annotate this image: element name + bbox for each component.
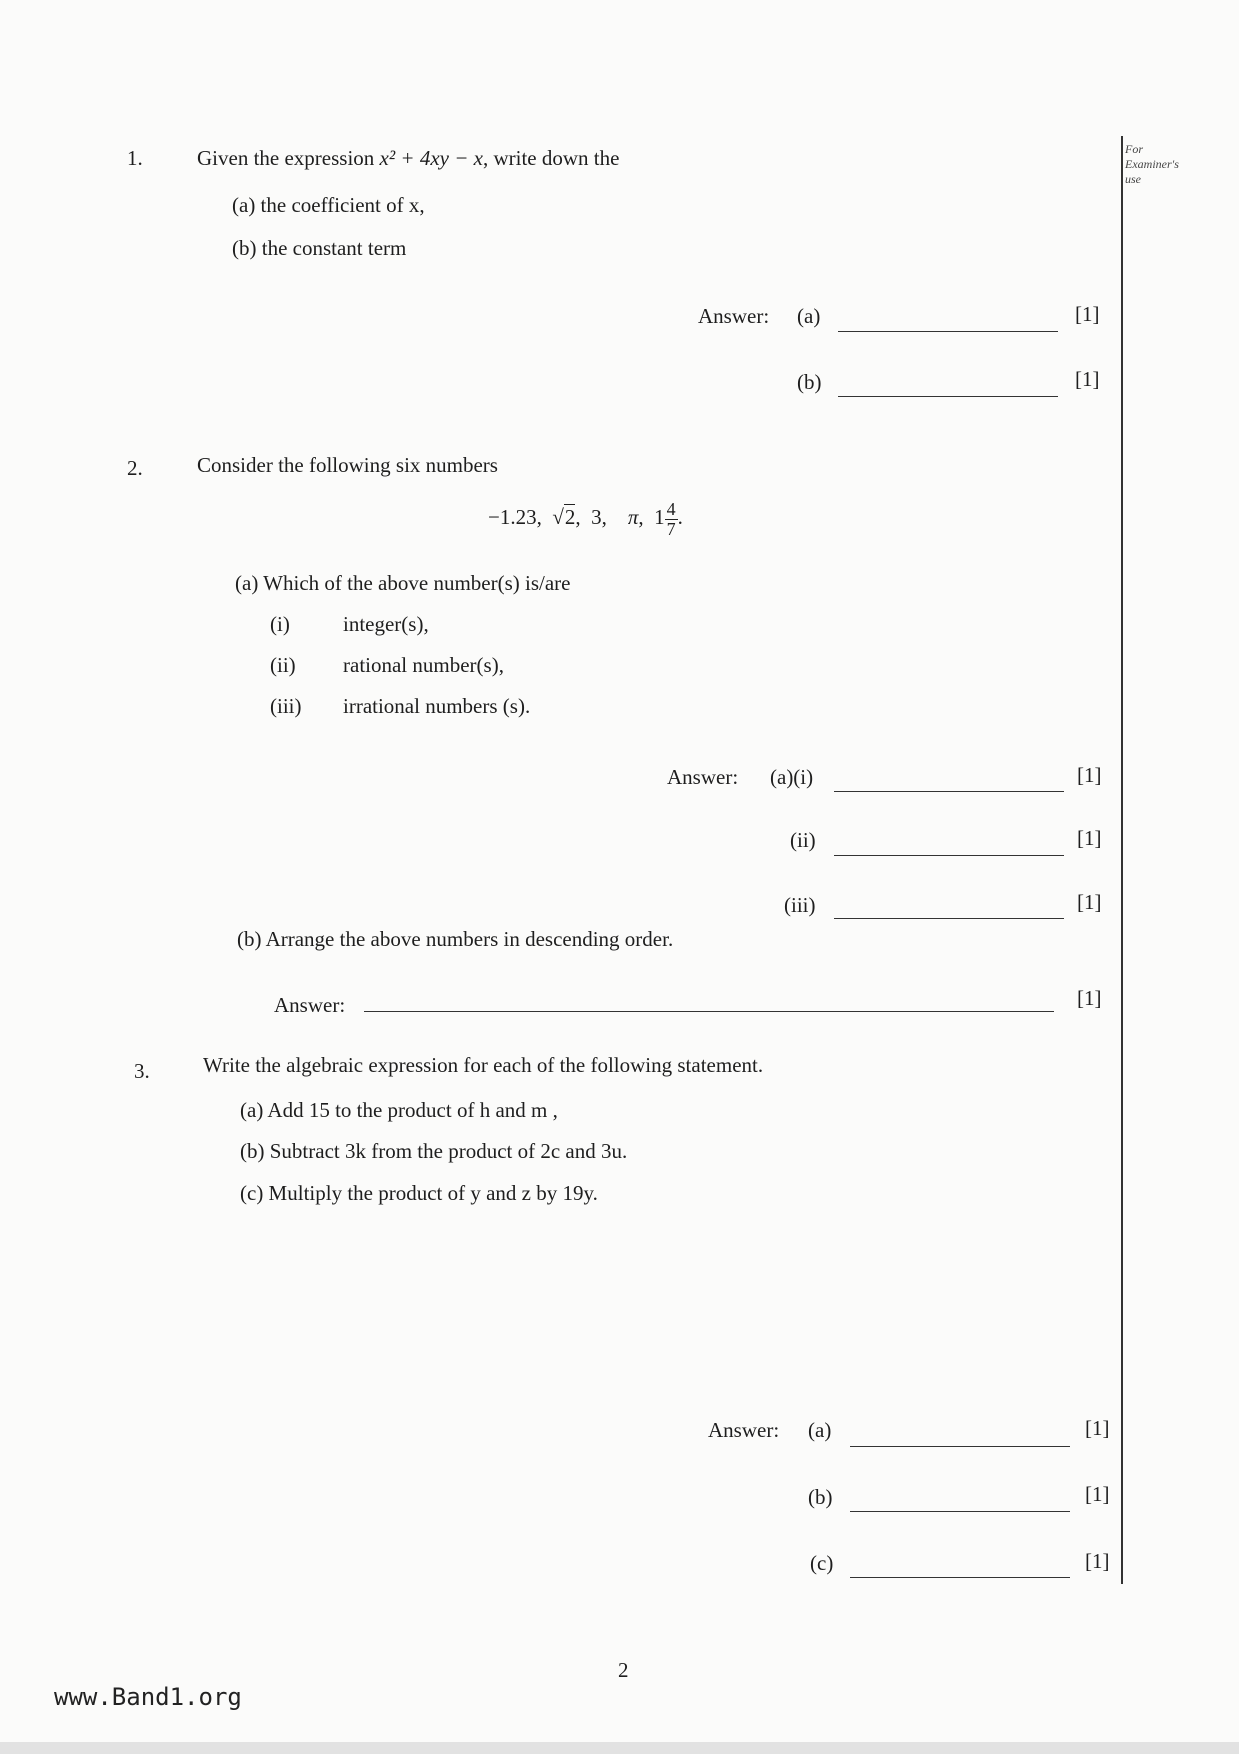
question-1-answer-a-field[interactable] <box>838 331 1058 332</box>
question-1-stem: Given the expression x² + 4xy − x, write down the <box>197 146 620 170</box>
footer-url: www.Band1.org <box>54 1683 242 1711</box>
question-3-part-c: (c) Multiply the product of y and z by 19y. <box>240 1181 598 1205</box>
question-2-answer-ai-field[interactable] <box>834 791 1064 792</box>
question-2-answer-aii-field[interactable] <box>834 855 1064 856</box>
question-3-part-a: (a) Add 15 to the product of h and m , <box>240 1098 558 1122</box>
examiner-margin-line <box>1121 136 1123 1584</box>
examiner-use-note: For Examiner's use <box>1125 142 1179 186</box>
question-2-item-i: integer(s), <box>343 612 429 636</box>
question-1-number: 1. <box>127 146 143 170</box>
question-2-answer-label: Answer: <box>667 765 739 789</box>
question-1-part-a: (a) the coefficient of x, <box>232 193 425 217</box>
question-3-answer-b-field[interactable] <box>850 1511 1070 1512</box>
question-1-part-b: (b) the constant term <box>232 236 407 260</box>
question-3-answer-a-label: (a) <box>808 1418 832 1442</box>
question-1-answer-b-field[interactable] <box>838 396 1058 397</box>
question-2-number-list: −1.23, √2, 3, π, 1 $\frac{4}{7}$ . <box>488 498 683 539</box>
question-3-answer-a-marks: [1] <box>1085 1416 1110 1440</box>
question-1-answer-b-marks: [1] <box>1075 367 1100 391</box>
question-2-part-a-stem: (a) Which of the above number(s) is/are <box>235 571 571 595</box>
question-2-number: 2. <box>127 456 143 480</box>
question-3-answer-a-field[interactable] <box>850 1446 1070 1447</box>
question-3-answer-c-field[interactable] <box>850 1577 1070 1578</box>
question-2-item-ii: rational number(s), <box>343 653 504 677</box>
question-2-stem: Consider the following six numbers <box>197 453 498 477</box>
question-3-answer-label: Answer: <box>708 1418 780 1442</box>
question-2-answer-aiii-field[interactable] <box>834 918 1064 919</box>
question-2-answer-b-label: Answer: <box>274 993 346 1017</box>
question-2-part-b: (b) Arrange the above numbers in descending order. <box>237 927 674 951</box>
question-2-answer-b-field[interactable] <box>364 1011 1054 1012</box>
question-3-answer-c-marks: [1] <box>1085 1549 1110 1573</box>
question-2-answer-b-marks: [1] <box>1077 986 1102 1010</box>
question-1-answer-b-label: (b) <box>797 370 822 394</box>
question-3-number: 3. <box>134 1059 150 1083</box>
question-2-answer-aii-marks: [1] <box>1077 826 1102 850</box>
scan-bottom-edge <box>0 1742 1239 1754</box>
question-1-answer-label: Answer: <box>698 304 770 328</box>
question-3-answer-c-label: (c) <box>810 1551 834 1575</box>
question-2-item-iii: irrational numbers (s). <box>343 694 531 718</box>
question-2-roman-iii: (iii) <box>270 694 302 718</box>
question-1-answer-a-marks: [1] <box>1075 302 1100 326</box>
question-1-answer-a-label: (a) <box>797 304 821 328</box>
question-2-roman-ii: (ii) <box>270 653 296 677</box>
question-3-part-b: (b) Subtract 3k from the product of 2c and 3u. <box>240 1139 628 1163</box>
question-3-stem: Write the algebraic expression for each of the following statement. <box>203 1053 764 1077</box>
question-1-expression: x² + 4xy − x <box>379 146 483 170</box>
question-2-answer-aiii-marks: [1] <box>1077 890 1102 914</box>
page-number: 2 <box>618 1658 629 1682</box>
question-2-answer-aii-label: (ii) <box>790 828 816 852</box>
sqrt-symbol: √ <box>552 505 564 529</box>
question-2-answer-ai-label: (a)(i) <box>770 765 814 789</box>
question-2-answer-aiii-label: (iii) <box>784 893 816 917</box>
question-2-answer-ai-marks: [1] <box>1077 763 1102 787</box>
question-3-answer-b-marks: [1] <box>1085 1482 1110 1506</box>
mixed-fraction: $\frac{4}{7}$ <box>666 498 676 539</box>
question-3-answer-b-label: (b) <box>808 1485 833 1509</box>
question-2-roman-i: (i) <box>270 612 290 636</box>
